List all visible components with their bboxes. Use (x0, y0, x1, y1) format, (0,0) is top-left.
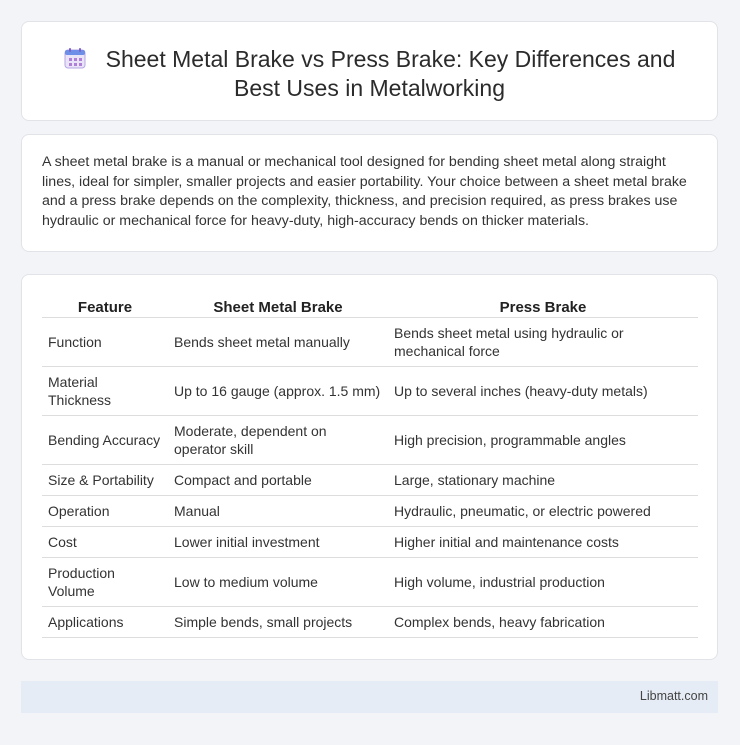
table-cell: Operation (42, 496, 168, 527)
table-cell: High precision, programmable angles (388, 416, 698, 465)
table-header-row (42, 297, 698, 318)
table-cell: Function (42, 318, 168, 367)
table-row (42, 465, 698, 496)
intro-paragraph: A sheet metal brake is a manual or mechanical tool designed for bending sheet metal along straight lines, ideal for simpler, smaller projects and easier portability. Your choice between a sheet metal brake and a press brake depends on the complexity, thickness, and precision required, as press brakes use hydraulic or mechanical force for heavy-duty, high-accuracy bends on thicker materials. (42, 154, 687, 229)
table-cell: Size & Portability (42, 465, 168, 496)
header-sheet-metal-brake: Sheet Metal Brake (168, 297, 388, 318)
table-cell: Applications (42, 607, 168, 638)
table-cell: Hydraulic, pneumatic, or electric powered (388, 496, 698, 527)
title-line-2: Best Uses in Metalworking (234, 75, 505, 101)
header-press-brake: Press Brake (388, 297, 698, 318)
table-cell: Material Thickness (42, 367, 168, 416)
table-cell: Up to 16 gauge (approx. 1.5 mm) (168, 367, 388, 416)
table-row (42, 416, 698, 465)
table-row (42, 607, 698, 638)
table-row (42, 527, 698, 558)
footer (21, 681, 718, 713)
title-line-1: Sheet Metal Brake vs Press Brake: Key Differences and (105, 46, 676, 72)
comparison-table (42, 297, 698, 638)
table-cell: Bending Accuracy (42, 416, 168, 465)
table-row (42, 318, 698, 367)
table-cell: High volume, industrial production (388, 558, 698, 607)
table-cell: Bends sheet metal manually (168, 318, 388, 367)
header-feature: Feature (42, 297, 168, 318)
table-row (42, 558, 698, 607)
footer-brand-link[interactable]: Libmatt.com (639, 689, 708, 703)
table-row (42, 496, 698, 527)
table-cell: Production Volume (42, 558, 168, 607)
table-cell: Compact and portable (168, 465, 388, 496)
table-cell: Bends sheet metal using hydraulic or mechanical force (388, 318, 698, 367)
table-cell: Up to several inches (heavy-duty metals) (388, 367, 698, 416)
table-cell: Cost (42, 527, 168, 558)
table-cell: Manual (168, 496, 388, 527)
table-cell: Complex bends, heavy fabrication (388, 607, 698, 638)
table-cell: Higher initial and maintenance costs (388, 527, 698, 558)
title-card (21, 21, 718, 121)
table-cell: Low to medium volume (168, 558, 388, 607)
comparison-table-card (21, 274, 718, 660)
calendar-icon (64, 47, 86, 69)
table-cell: Lower initial investment (168, 527, 388, 558)
table-row (42, 367, 698, 416)
table-cell: Moderate, dependent on operator skill (168, 416, 388, 465)
table-cell: Large, stationary machine (388, 465, 698, 496)
table-cell: Simple bends, small projects (168, 607, 388, 638)
page-title (22, 45, 717, 103)
intro-card (21, 134, 718, 252)
